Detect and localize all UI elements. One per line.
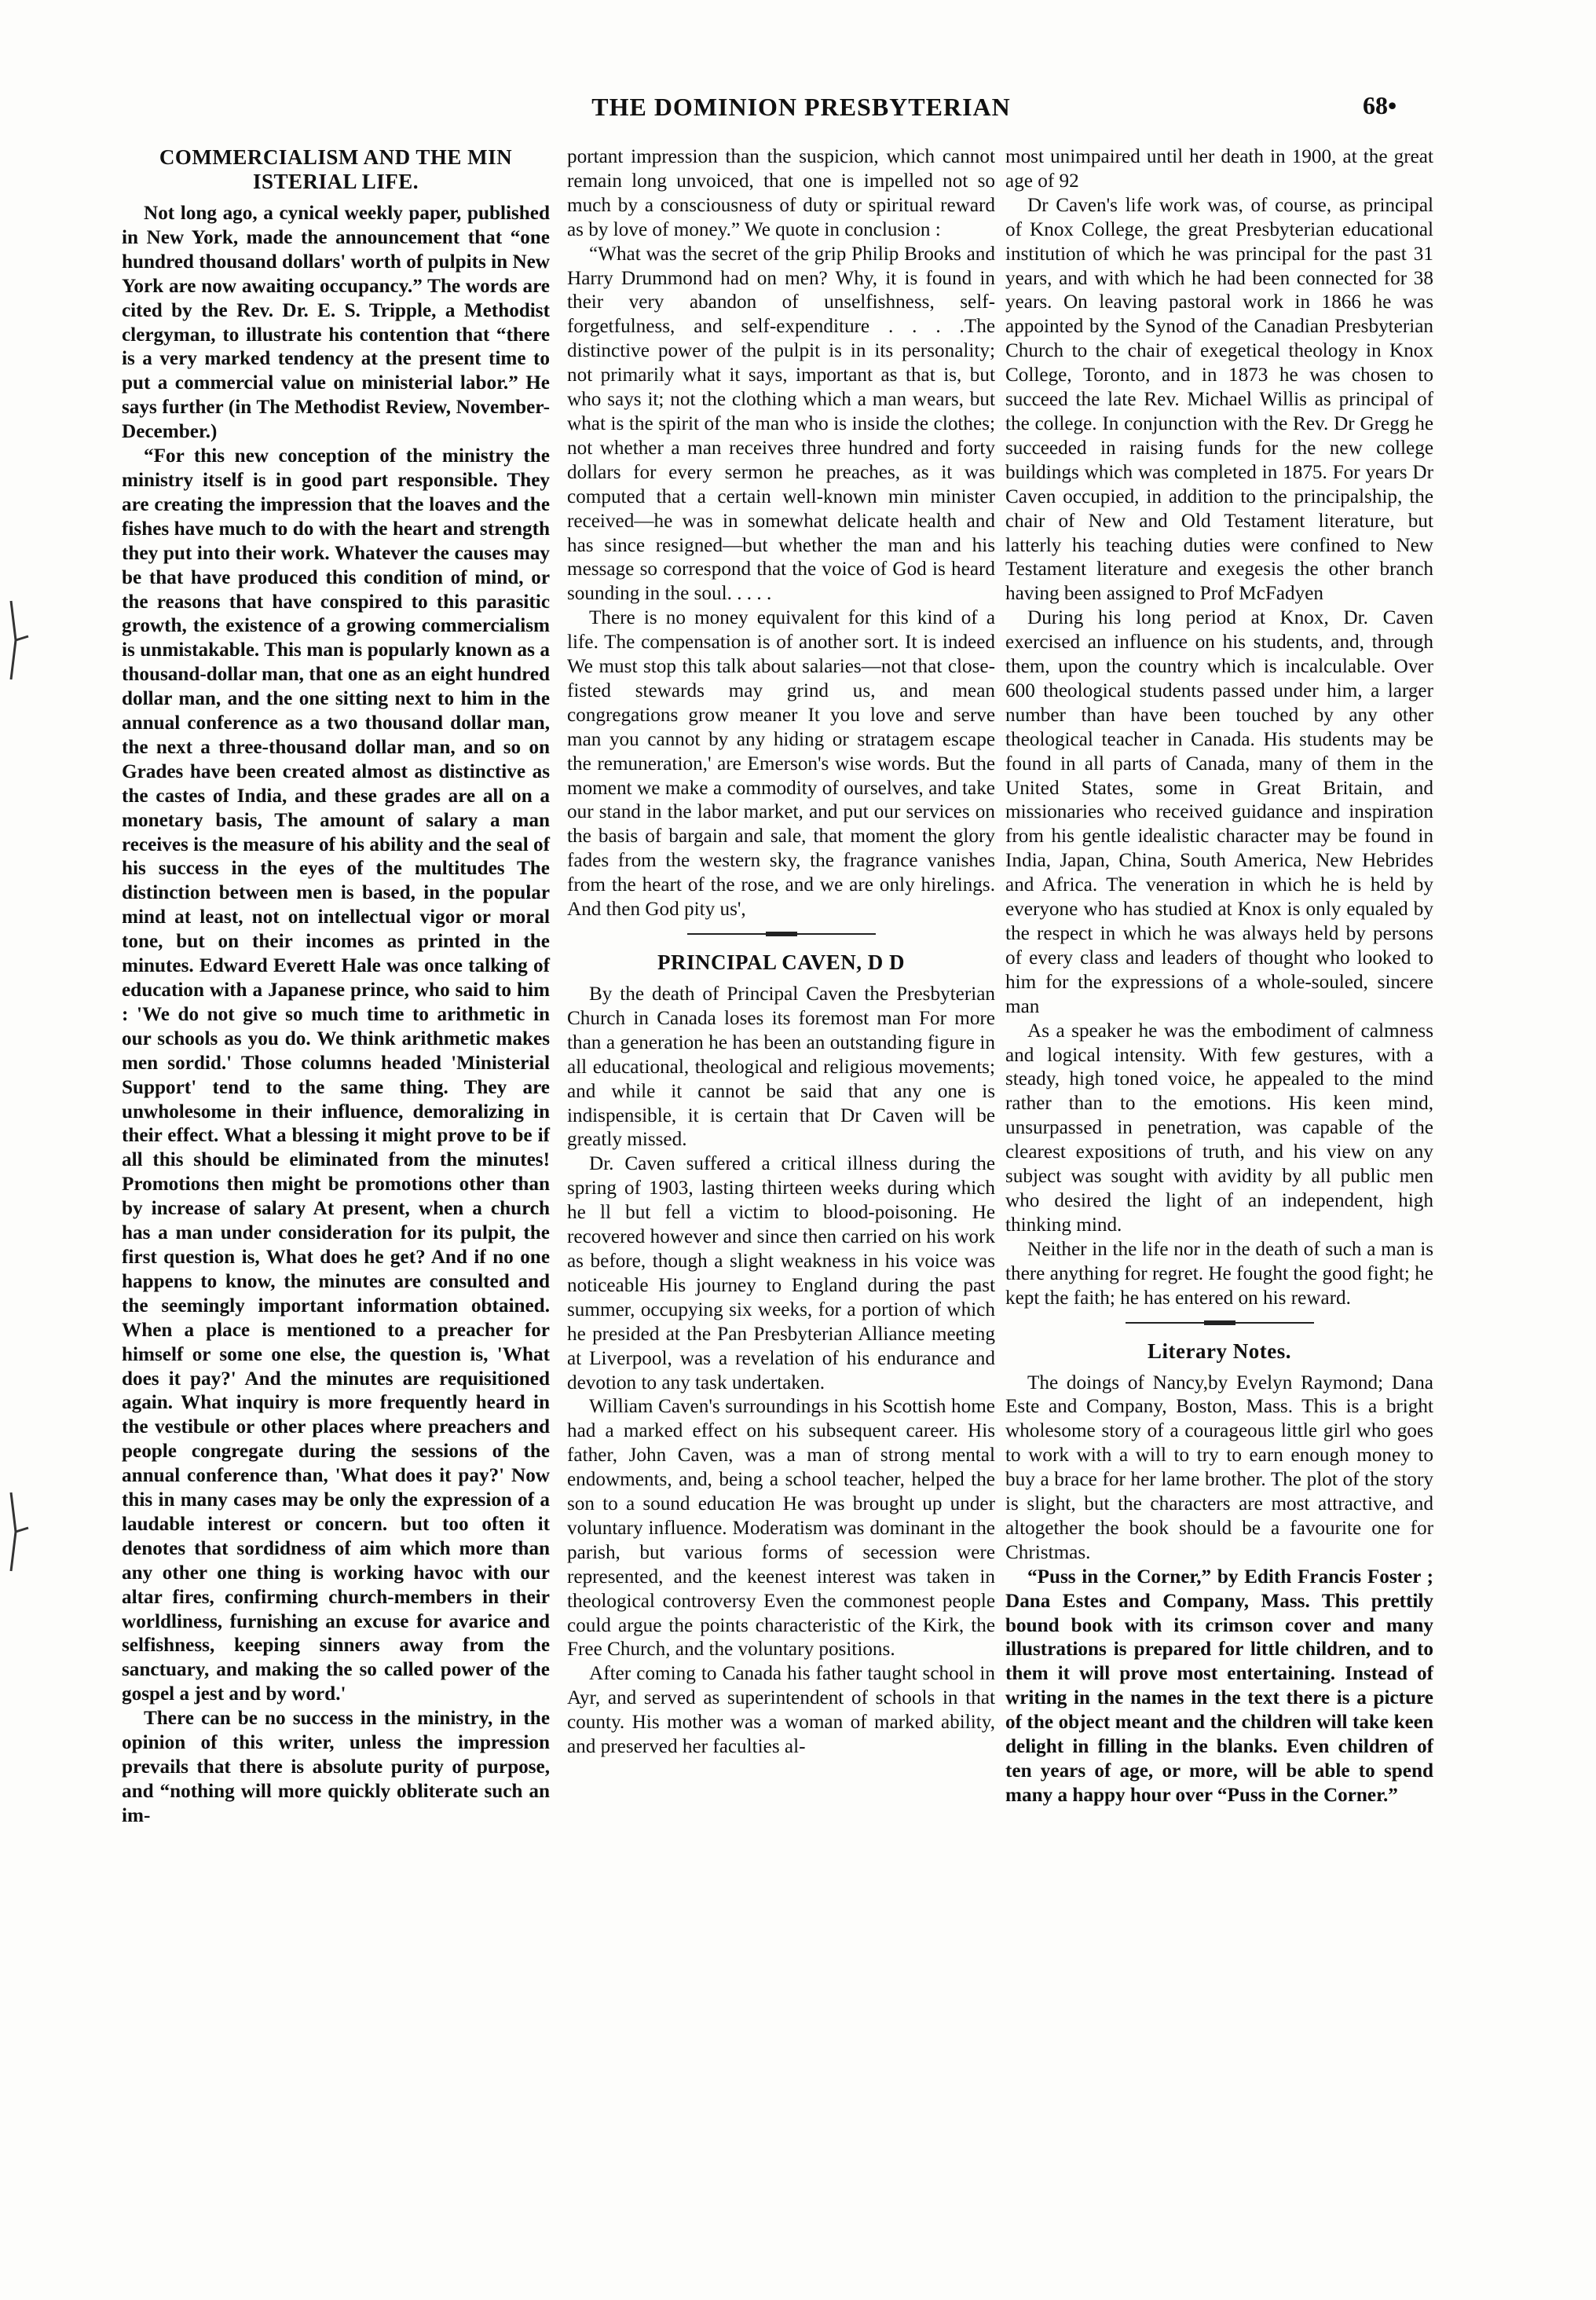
column-3 [1005, 145, 1433, 1808]
article-heading-commercialism: COMMERCIALISM AND THE MIN ISTERIAL LIFE. [159, 145, 513, 193]
article-paragraph: portant impression than the suspicion, which cannot remain long unvoiced, that one is impelled not so much by a consciousness of duty or spiritual reward as by love of money.” We quote in conclusion : [567, 146, 995, 240]
article-paragraph: By the death of Principal Caven the Presbyterian Church in Canada loses its foremost man For more than a generation he has been an outstanding figure in all educational, theological and religious movements; and while it cannot be said that any one is indispensible, it is certain that Dr Caven will be greatly missed. [567, 983, 995, 1151]
column-2 [567, 145, 995, 1760]
article-paragraph: William Caven's surroundings in his Scottish home had a marked effect on his subsequent career. His father, John Caven, was a man of strong mental endowments, and, being a school teacher, helped the son to a sound education He was brought up under voluntary influence. Moderatism was dominant in the parish, but various forms of secession were represented, and the keenest interest was taken in theological controversy Even the commonest people could argue the points characteristic of the Kirk, the Free Church, and the voluntary positions. [567, 1396, 995, 1661]
article-paragraph: most unimpaired until her death in 1900, at the great age of 92 [1005, 146, 1433, 192]
article-paragraph: Not long ago, a cynical weekly paper, published in New York, made the announcement that “one hundred thousand dollars' worth of pulpits in New York are now awaiting occupancy.” The words are cited by the Rev. Dr. E. S. Tripple, a Methodist clergyman, to illustrate his contention that “there is a very marked tendency at the present time to put a commercial value on ministerial labor.” He says further (in The Methodist Review, November-December.) [122, 203, 550, 443]
article-heading-caven: PRINCIPAL CAVEN, D D [657, 950, 906, 974]
article-paragraph: Dr. Caven suffered a critical illness during the spring of 1903, lasting thirteen weeks during which he ll but fell a victim to blood-poisoning. He recovered however and since then carried on his work as before, though a slight weakness in his voice was noticeable His journey to England during the past summer, occupying six weeks, for a portion of which he presided at the Pan Presbyterian Alliance meeting at Liverpool, was a revelation of his endurance and devotion to any task undertaken. [567, 1153, 995, 1394]
article-paragraph: The doings of Nancy,by Evelyn Raymond; Dana Este and Company, Boston, Mass. This is a bright wholesome story of a courageous little girl who goes to work with a will to try to earn enough money to buy a brace for her lame brother. The plot of the story is slight, but the characters are most attractive, and altogether the book should be a favourite one for Christmas. [1005, 1372, 1433, 1563]
article-paragraph: During his long period at Knox, Dr. Caven exercised an influence on his students, and, through them, upon the country which is incalculable. Over 600 theological students passed under him, a larger number than have been touched by any other theological teacher in Canada. His students may be found in all parts of Canada, many of them in the United States, some in Great Britain, and missionaries who received guidance and inspiration from his gentle idealistic character may be found in India, Japan, China, South America, New Hebrides and Africa. The veneration in which he is held by everyone who has studied at Knox is only equaled by the respect in which he was always held by persons of every class and leaders of thought who looked to him for the expressions of a whole-souled, sincere man [1005, 607, 1433, 1017]
article-paragraph: There can be no success in the ministry, in the opinion of this writer, unless the impression prevails that there is absolute purity of purpose, and “nothing will more quickly obliterate such an im- [122, 1708, 550, 1826]
section-divider [1126, 1322, 1314, 1324]
article-paragraph: There is no money equivalent for this kind of a life. The compensation is of another sort. It is indeed We must stop this talk about salaries—not that close-fisted stewards may grind us, and mean congregations grow meaner It you love and serve man you cannot by any hiding or stratagem escape the remuneration,' are Emerson's wise words. But the moment we make a commodity of ourselves, and take our stand in the labor market, and put our services on the basis of bargain and sale, that moment the glory fades from the western sky, the fragrance vanishes from the heart of the rose, and we are only hirelings. And then God pity us', [567, 607, 995, 921]
article-paragraph: After coming to Canada his father taught school in Ayr, and served as superintendent of schools in that county. His mother was a woman of marked ability, and preserved her faculties al- [567, 1663, 995, 1758]
article-paragraph: “What was the secret of the grip Philip Brooks and Harry Drummond had on men? Why, it is found in their very abandon of unselfishness, self-forgetfulness, and self-expenditure . . . .The distinctive power of the pulpit is in its personality; not primarily what it says, important as that is, but who says it; not the clothing which a man wears, but what is the spirit of the man who is inside the clothes; not whether a man receives three hundred and forty dollars for every sermon he preaches, as it was computed that a certain well-known min minister received—he was in somewhat delicate health and has since resigned—but whether the man and his message so correspond that the voice of God is heard sounding in the soul. . . . . [567, 243, 995, 605]
article-heading-literary-notes: Literary Notes. [1148, 1339, 1291, 1363]
article-paragraph: Neither in the life nor in the death of such a man is there anything for regret. He fought the good fight; he kept the faith; he has entered on his reward. [1005, 1238, 1433, 1309]
running-head: THE DOMINION PRESBYTERIAN [591, 93, 1011, 121]
column-1 [122, 145, 550, 1829]
section-divider [687, 933, 876, 935]
binding-mark-icon [5, 1489, 36, 1575]
page-number: 68• [1363, 91, 1397, 119]
article-paragraph: Dr Caven's life work was, of course, as principal of Knox College, the great Presbyterian educational institution of which he was principal for the past 31 years, and with which he had been connected for 38 years. On leaving pastoral work in 1866 he was appointed by the Synod of the Canadian Presbyterian Church to the chair of exegetical theology in Knox College, Toronto, and in 1873 he was chosen to succeed the late Rev. Michael Willis as principal of the college. In conjunction with the Rev. Dr Gregg he succeeded in raising funds for the new college buildings which was completed in 1875. For years Dr Caven occupied, in addition to the principalship, the chair of New and Old Testament literature, but latterly his teaching duties were confined to New Testament literature and exegesis the other branch having been assigned to Prof McFadyen [1005, 194, 1433, 605]
article-paragraph: As a speaker he was the embodiment of calmness and logical intensity. With few gestures, with a steady, high toned voice, he appealed to the mind rather than to the emotions. His keen mind, unsurpassed in penetration, was capable of the clearest expositions of truth, and his view on any subject was sought with avidity by all public men who desired the light of an independent, high thinking mind. [1005, 1020, 1433, 1236]
article-paragraph: “Puss in the Corner,” by Edith Francis Foster ; Dana Estes and Company, Mass. This prettily bound book with its crimson cover and many illustrations is prepared for little children, and to them it will prove most entertaining. Instead of writing in the names in the text there is a picture of the object meant and the children will take keen delight in filling in the blanks. Even children of ten years of age, or more, will be able to spend many a happy hour over “Puss in the Corner.” [1005, 1566, 1433, 1806]
binding-mark-icon [5, 597, 36, 683]
article-paragraph: “For this new conception of the ministry the ministry itself is in good part responsible. They are creating the impression that the loaves and the fishes have much to do with the heart and strength they put into their work. Whatever the causes may be that have produced this condition of mind, or the reasons that have conspired to this parasitic growth, the existence of a growing commercialism is unmistakable. This man is popularly known as a thousand-dollar man, that one as an eight hundred dollar man, and the one sitting next to him in the annual conference as a two thousand dollar man, the next a three-thousand dollar man, and so on Grades have been created almost as distinctive as the castes of India, and these grades are all on a monetary basis, The amount of salary a man receives is the measure of his ability and the seal of his success in the eyes of the multitudes The distinction between men is based, in the popular mind at least, not on intellectual vigor or moral tone, but on their incomes as printed in the minutes. Edward Everett Hale was once talking of education with a Japanese prince, who said to him : 'We do not give so much time to arithmetic in our schools as you do. We think arithmetic makes men sordid.' Those columns headed 'Ministerial Support' tend to the same thing. They are unwholesome in their influence, demoralizing in their effect. What a blessing it might prove to be if all this should be eliminated from the minutes! Promotions then might be promotions other than by increase of salary At present, when a church has a man under consideration for its pulpit, the first question is, What does he get? And if no one happens to know, the minutes are consulted and the seemingly important information obtained. When a place is mentioned to a preacher for himself or some one else, the question is, 'What does it pay?' And the minutes are requisitioned again. What inquiry is more frequently heard in the vestibule or other places where preachers and people congregate during the sessions of the annual conference than, 'What does it pay?' Now this in many cases may be only the expression of a laudable interest or concern. but too often it denotes that sordidness of aim which more than any other one thing is working havoc with our altar fires, confirming church-members in their worldliness, furnishing an excuse for avarice and selfishness, keeping sinners away from the sanctuary, and making the so called power of the gospel a jest and by word.' [122, 445, 550, 1705]
